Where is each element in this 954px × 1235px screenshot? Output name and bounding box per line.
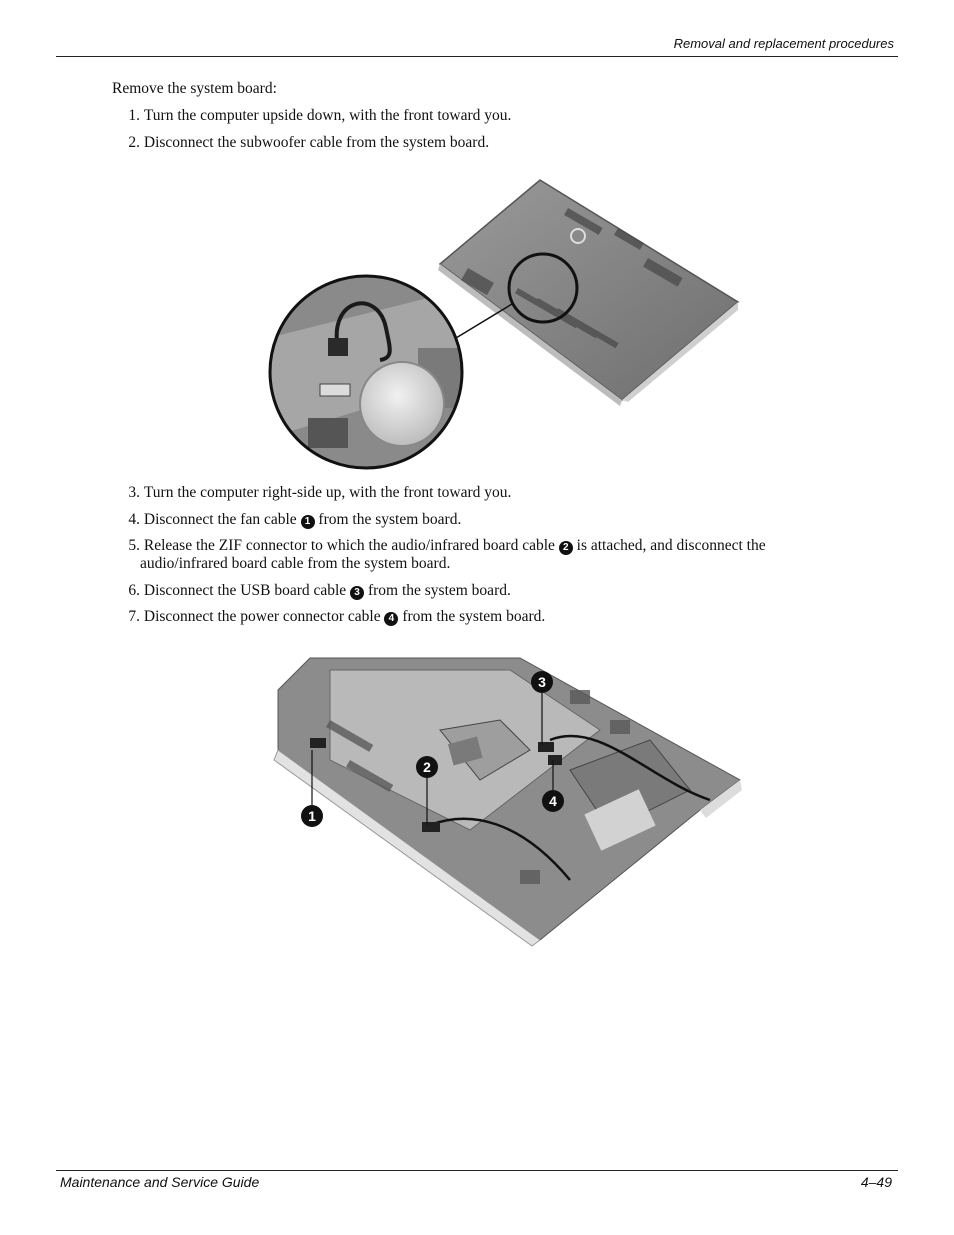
callout-badge: 2 xyxy=(559,541,573,555)
callout-badge: 4 xyxy=(384,612,398,626)
step-6 xyxy=(112,582,842,600)
callout-4 xyxy=(542,790,564,812)
steps-list-b xyxy=(112,484,842,635)
step-text: Disconnect the subwoofer cable from the system board. xyxy=(143,133,490,151)
page-number: 4–49 xyxy=(860,1174,892,1190)
footer-rule xyxy=(56,1170,898,1171)
laptop-base-illustration xyxy=(438,180,738,406)
step-1 xyxy=(112,107,842,125)
step-text: Disconnect the fan cable 1 from the system board. xyxy=(143,510,462,528)
header-rule xyxy=(56,56,898,57)
leader-line xyxy=(456,304,512,338)
step-number: 3. xyxy=(128,484,140,501)
system-board-illustration xyxy=(274,658,742,946)
callout-2 xyxy=(416,756,438,778)
footer-guide-title: Maintenance and Service Guide xyxy=(60,1174,260,1190)
steps-list-a xyxy=(112,107,842,160)
step-text: Disconnect the USB board cable 3 from the system board. xyxy=(143,581,511,599)
step-text: Release the ZIF connector to which the audio/infrared board cable 2 is attached, and disconnect the audio/infrared board cable from the system board. xyxy=(140,537,766,572)
step-text: Turn the computer upside down, with the front toward you. xyxy=(143,107,512,124)
svg-text:4: 4 xyxy=(549,793,557,809)
svg-text:1: 1 xyxy=(308,808,316,824)
callout-badge: 1 xyxy=(301,515,315,529)
step-number: 4. xyxy=(128,510,140,528)
figure-system-board-cables xyxy=(270,650,750,950)
step-number: 1. xyxy=(128,107,140,124)
callout-badge: 3 xyxy=(350,586,364,600)
callout-3 xyxy=(531,671,553,693)
figure-subwoofer-cable xyxy=(268,178,740,474)
running-header: Removal and replacement procedures xyxy=(673,36,894,51)
step-number: 5. xyxy=(128,537,140,554)
intro-text: Remove the system board: xyxy=(112,80,277,97)
step-3 xyxy=(112,484,842,502)
step-7 xyxy=(112,608,842,626)
svg-text:3: 3 xyxy=(538,674,546,690)
step-number: 2. xyxy=(128,133,140,151)
step-2 xyxy=(112,134,842,152)
step-number: 7. xyxy=(128,608,140,625)
callout-1 xyxy=(301,805,323,827)
step-5 xyxy=(112,537,842,573)
step-text: Turn the computer right-side up, with the front toward you. xyxy=(143,484,512,501)
step-4 xyxy=(112,511,842,529)
svg-text:2: 2 xyxy=(423,759,431,775)
step-number: 6. xyxy=(128,581,140,599)
step-text: Disconnect the power connector cable 4 from the system board. xyxy=(143,608,546,625)
